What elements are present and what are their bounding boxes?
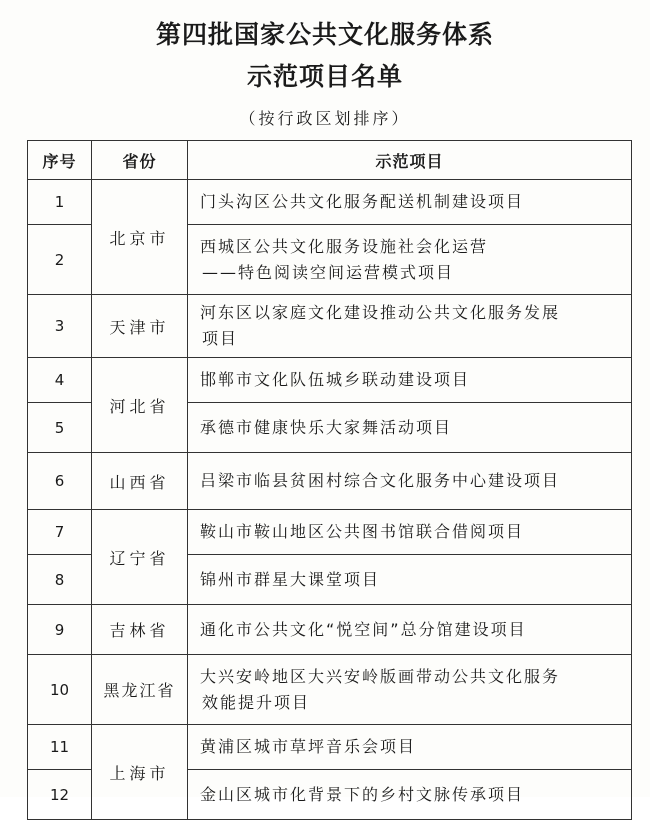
project-cell: 鞍山市鞍山地区公共图书馆联合借阅项目 xyxy=(188,510,632,555)
province-cell: 辽宁省 xyxy=(92,510,188,605)
document-title-line-2: 示范项目名单 xyxy=(246,62,403,91)
header-province: 省份 xyxy=(92,141,188,180)
row-number: 12 xyxy=(28,770,92,820)
project-cell: 邯郸市文化队伍城乡联动建设项目 xyxy=(188,358,632,403)
table-header-row xyxy=(28,141,632,180)
province-cell: 山西省 xyxy=(92,453,188,510)
row-number: 11 xyxy=(28,725,92,770)
project-text: 河东区以家庭文化建设推动公共文化服务发展 xyxy=(200,303,561,322)
project-cell xyxy=(188,225,632,295)
table-row xyxy=(28,655,632,725)
row-number: 10 xyxy=(28,655,92,725)
row-number: 2 xyxy=(28,225,92,295)
row-number: 9 xyxy=(28,605,92,655)
project-text: 大兴安岭地区大兴安岭版画带动公共文化服务 xyxy=(200,666,561,686)
ordering-note: （按行政区划排序） xyxy=(239,109,411,128)
header-project: 示范项目 xyxy=(188,141,632,180)
row-number: 4 xyxy=(28,358,92,403)
row-number: 7 xyxy=(28,510,92,555)
project-text-continued: 效能提升项目 xyxy=(202,692,311,712)
row-number: 8 xyxy=(28,555,92,605)
table-row xyxy=(28,358,632,403)
table-row xyxy=(28,605,632,655)
project-cell: 门头沟区公共文化服务配送机制建设项目 xyxy=(188,180,632,225)
project-cell: 黄浦区城市草坪音乐会项目 xyxy=(188,725,632,770)
province-cell: 河北省 xyxy=(92,358,188,453)
project-text-continued: ——特色阅读空间运营模式项目 xyxy=(202,262,455,282)
row-number: 5 xyxy=(28,403,92,453)
project-cell xyxy=(188,295,632,358)
project-table xyxy=(27,140,632,820)
province-cell: 天津市 xyxy=(92,295,188,358)
row-number: 1 xyxy=(28,180,92,225)
project-cell: 金山区城市化背景下的乡村文脉传承项目 xyxy=(188,770,632,820)
project-text: 西城区公共文化服务设施社会化运营 xyxy=(200,236,489,256)
row-number: 3 xyxy=(28,295,92,358)
project-cell: 承德市健康快乐大家舞活动项目 xyxy=(188,403,632,453)
table-row xyxy=(28,453,632,510)
row-number: 6 xyxy=(28,453,92,510)
project-cell xyxy=(188,655,632,725)
table-row xyxy=(28,180,632,225)
province-cell: 北京市 xyxy=(92,180,188,295)
table-row xyxy=(28,725,632,770)
province-cell: 上海市 xyxy=(92,725,188,820)
project-cell: 通化市公共文化“悦空间”总分馆建设项目 xyxy=(188,605,632,655)
project-cell: 锦州市群星大课堂项目 xyxy=(188,555,632,605)
table-row xyxy=(28,510,632,555)
table-row xyxy=(28,295,632,358)
project-cell: 吕梁市临县贫困村综合文化服务中心建设项目 xyxy=(188,453,632,510)
province-cell: 黑龙江省 xyxy=(92,655,188,725)
province-cell: 吉林省 xyxy=(92,605,188,655)
document-title-line-1: 第四批国家公共文化服务体系 xyxy=(155,20,494,49)
project-text-continued: 项目 xyxy=(202,329,239,348)
header-no: 序号 xyxy=(28,141,92,180)
